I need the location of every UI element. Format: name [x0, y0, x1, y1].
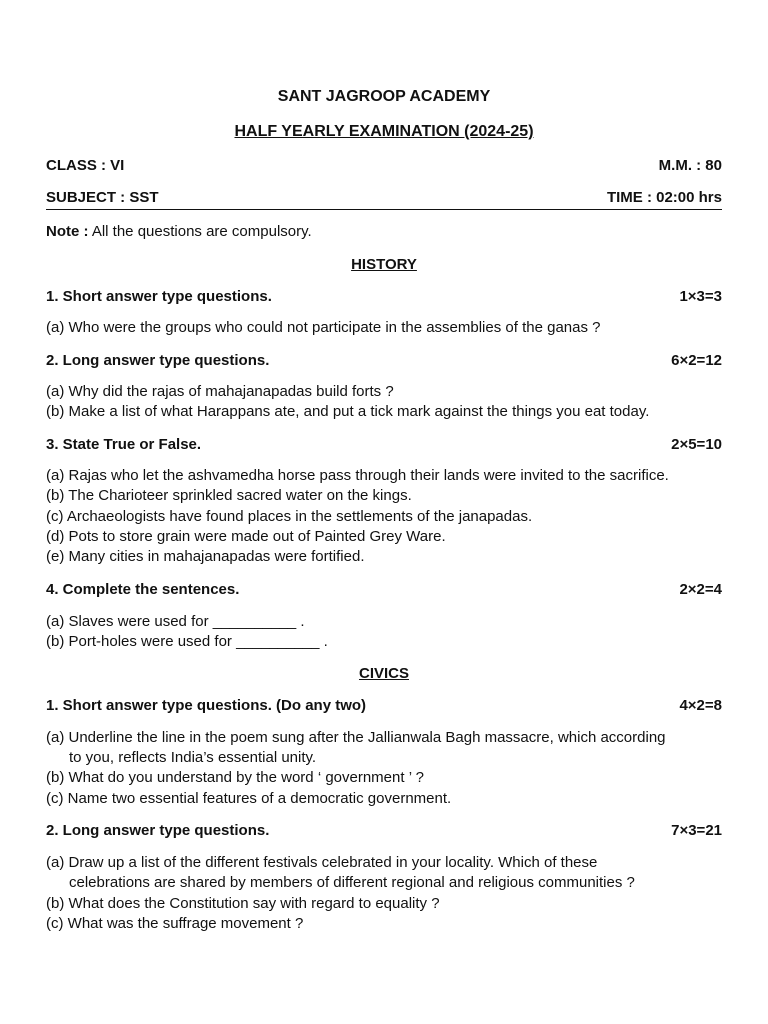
section-title-history: HISTORY [351, 256, 417, 273]
history-q3-item-b: (b) The Charioteer sprinkled sacred water on the kings. [46, 487, 412, 504]
history-q2-title: 2. Long answer type questions. [46, 352, 270, 369]
school-name: SANT JAGROOP ACADEMY [277, 88, 491, 105]
history-q3-item-e: (e) Many cities in mahajanapadas were fortified. [46, 548, 365, 565]
history-q4-item-b: (b) Port-holes were used for __________ . [46, 633, 328, 650]
note-text: All the questions are compulsory. [88, 223, 312, 240]
class-label: CLASS : VI [46, 157, 125, 174]
history-q3-item-a: (a) Rajas who let the ashvamedha horse pass through their lands were invited to the sacrifice. [46, 467, 669, 484]
section-title-civics: CIVICS [358, 665, 409, 682]
history-q3-title: 3. State True or False. [46, 436, 202, 453]
note [46, 223, 312, 241]
note-label: Note : [46, 223, 89, 240]
history-q1-item-a: (a) Who were the groups who could not participate in the assemblies of the ganas ? [46, 319, 601, 336]
history-q1-marks: 1×3=3 [679, 288, 722, 305]
history-q1-title: 1. Short answer type questions. [46, 288, 272, 305]
civics-q2-marks: 7×3=21 [671, 822, 722, 839]
history-q2-marks: 6×2=12 [671, 352, 722, 369]
history-q2-item-a: (a) Why did the rajas of mahajanapadas build forts ? [46, 383, 394, 400]
history-q4-title: 4. Complete the sentences. [46, 581, 240, 598]
header-divider [46, 209, 722, 210]
history-q3-marks: 2×5=10 [671, 436, 722, 453]
civics-q2-title: 2. Long answer type questions. [46, 822, 270, 839]
subject-label: SUBJECT : SST [46, 189, 159, 206]
history-q3-item-d: (d) Pots to store grain were made out of Painted Grey Ware. [46, 528, 446, 545]
civics-q1-item-a: (a) Underline the line in the poem sung after the Jallianwala Bagh massacre, which according [46, 729, 666, 746]
history-q3-item-c: (c) Archaeologists have found places in the settlements of the janapadas. [46, 508, 533, 525]
max-marks: M.M. : 80 [658, 157, 722, 174]
civics-q1-title: 1. Short answer type questions. (Do any two) [46, 697, 367, 714]
civics-q2-item-a: (a) Draw up a list of the different festivals celebrated in your locality. Which of these [46, 854, 598, 871]
history-q4-marks: 2×2=4 [679, 581, 722, 598]
civics-q2-item-c: (c) What was the suffrage movement ? [46, 915, 304, 932]
exam-title: HALF YEARLY EXAMINATION (2024-25) [234, 123, 534, 140]
civics-q1-marks: 4×2=8 [679, 697, 722, 714]
civics-q1-item-b: (b) What do you understand by the word ‘ government ’ ? [46, 769, 424, 786]
civics-q1-item-c: (c) Name two essential features of a democratic government. [46, 790, 452, 807]
civics-q1-item-a-cont: to you, reflects India’s essential unity. [69, 749, 317, 766]
civics-q2-item-b: (b) What does the Constitution say with regard to equality ? [46, 895, 440, 912]
time-label: TIME : 02:00 hrs [606, 189, 722, 206]
history-q4-item-a: (a) Slaves were used for __________ . [46, 613, 305, 630]
history-q2-item-b: (b) Make a list of what Harappans ate, and put a tick mark against the things you eat today. [46, 403, 650, 420]
civics-q2-item-a-cont: celebrations are shared by members of different regional and religious communities ? [69, 874, 635, 891]
